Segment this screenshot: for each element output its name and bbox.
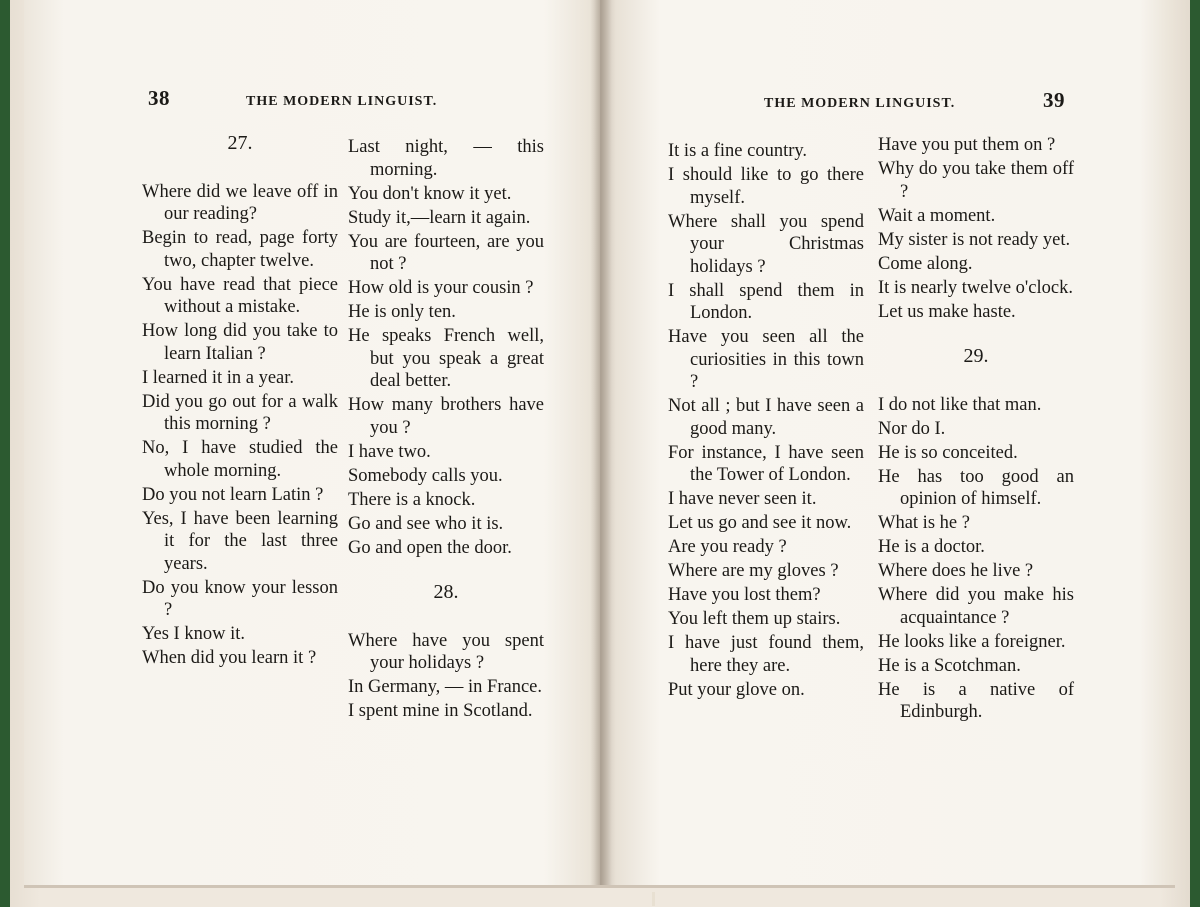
phrase-entry: You have read that piece without a mistake. [142, 274, 338, 317]
phrase-entry: Did you go out for a walk this morning ? [142, 391, 338, 434]
phrase-entry: He is a doctor. [878, 537, 985, 557]
phrase-entry: It is a fine country. [668, 141, 808, 161]
phrase-entry: I learned it in a year. [142, 367, 295, 388]
phrase-entry: He is only ten. [348, 302, 456, 322]
phrase-entry: You don't know it yet. [348, 183, 512, 204]
phrase-entry: Do you not learn Latin ? [142, 484, 324, 505]
phrase-list [878, 394, 1074, 724]
phrase-entry: My sister is not ready yet. [878, 229, 1071, 250]
phrase-entry: Put your glove on. [668, 679, 805, 700]
section-number: 28. [433, 581, 459, 603]
phrase-entry: Where does he live ? [878, 561, 1034, 581]
phrase-entry: In Germany, — in France. [348, 677, 543, 697]
phrase-entry: Do you know your lesson ? [142, 577, 338, 620]
phrase-entry: He looks like a foreigner. [878, 631, 1066, 652]
right-column-2 [878, 134, 1074, 725]
phrase-entry: For instance, I have seen the Tower of London. [668, 442, 864, 485]
phrase-list [878, 134, 1074, 323]
phrase-entry: There is a knock. [348, 489, 476, 510]
phrase-entry: He is a Scotchman. [878, 655, 1021, 676]
phrase-entry: Are you ready ? [668, 537, 787, 557]
phrase-entry: Where shall you spend your Christmas holidays ? [668, 211, 864, 277]
phrase-entry: Come along. [878, 253, 973, 274]
right-page-number: 39 [1043, 88, 1065, 112]
phrase-entry: Have you put them on ? [878, 135, 1056, 155]
phrase-entry: Where did we leave off in our reading? [142, 181, 338, 224]
phrase-entry: No, I have studied the whole morning. [142, 438, 338, 481]
left-column-1 [142, 132, 338, 671]
phrase-list [348, 136, 544, 559]
phrase-entry: He speaks French well, but you speak a great deal better. [348, 326, 544, 391]
phrase-entry: I have never seen it. [668, 489, 817, 509]
phrase-entry: Nor do I. [878, 418, 946, 439]
phrase-entry: He is a native of Edinburgh. [878, 679, 1074, 722]
phrase-entry: Where are my gloves ? [668, 561, 839, 581]
phrase-entry: Let us make haste. [878, 301, 1016, 322]
phrase-entry: Study it,—learn it again. [348, 207, 531, 228]
phrase-entry: You are fourteen, are you not ? [348, 231, 544, 274]
phrase-entry: Yes, I have been learning it for the last three years. [142, 508, 338, 574]
page-edge-mark [652, 892, 655, 906]
left-page-number: 38 [148, 86, 170, 110]
phrase-list [348, 630, 544, 723]
phrase-entry: Where have you spent your holidays ? [348, 630, 544, 673]
phrase-entry: Wait a moment. [878, 205, 996, 226]
phrase-entry: I have two. [348, 441, 431, 462]
phrase-entry: How many brothers have you ? [348, 395, 544, 438]
phrase-entry: Why do you take them off ? [878, 159, 1074, 202]
phrase-entry: Begin to read, page forty two, chapter twelve. [142, 228, 338, 271]
phrase-entry: What is he ? [878, 513, 970, 533]
phrase-list [668, 140, 864, 701]
phrase-entry: He has too good an opinion of himself. [878, 466, 1074, 509]
phrase-entry: Where did you make his acquaintance ? [878, 585, 1074, 628]
right-running-head: THE MODERN LINGUIST. [764, 96, 956, 111]
phrase-entry: I have just found them, here they are. [668, 633, 864, 676]
phrase-entry: How old is your cousin ? [348, 278, 534, 298]
right-column-1 [668, 140, 864, 703]
phrase-entry: Have you seen all the curiosities in this town ? [668, 327, 864, 392]
phrase-entry: I should like to go there myself. [668, 165, 864, 208]
phrase-entry: Yes I know it. [142, 624, 245, 644]
phrase-entry: He is so conceited. [878, 442, 1018, 463]
left-column-2 [348, 136, 544, 724]
phrase-entry: Let us go and see it now. [668, 513, 852, 533]
book-spine-gutter [590, 0, 612, 885]
section-number: 27. [227, 132, 253, 154]
phrase-entry: I do not like that man. [878, 394, 1042, 415]
phrase-entry: Have you lost them? [668, 585, 821, 605]
phrase-entry: Last night, — this morning. [348, 137, 544, 180]
phrase-entry: I shall spend them in London. [668, 280, 864, 323]
left-running-head: THE MODERN LINGUIST. [246, 94, 438, 109]
phrase-entry: It is nearly twelve o'clock. [878, 277, 1073, 298]
phrase-entry: When did you learn it ? [142, 648, 317, 668]
section-number: 29. [963, 345, 989, 367]
phrase-entry: Go and see who it is. [348, 513, 504, 534]
phrase-entry: I spent mine in Scotland. [348, 701, 533, 721]
phrase-entry: Go and open the door. [348, 537, 512, 558]
phrase-entry: You left them up stairs. [668, 609, 841, 629]
phrase-entry: Somebody calls you. [348, 465, 503, 486]
phrase-entry: Not all ; but I have seen a good many. [668, 396, 864, 439]
phrase-list [142, 181, 338, 670]
phrase-entry: How long did you take to learn Italian ? [142, 321, 338, 364]
